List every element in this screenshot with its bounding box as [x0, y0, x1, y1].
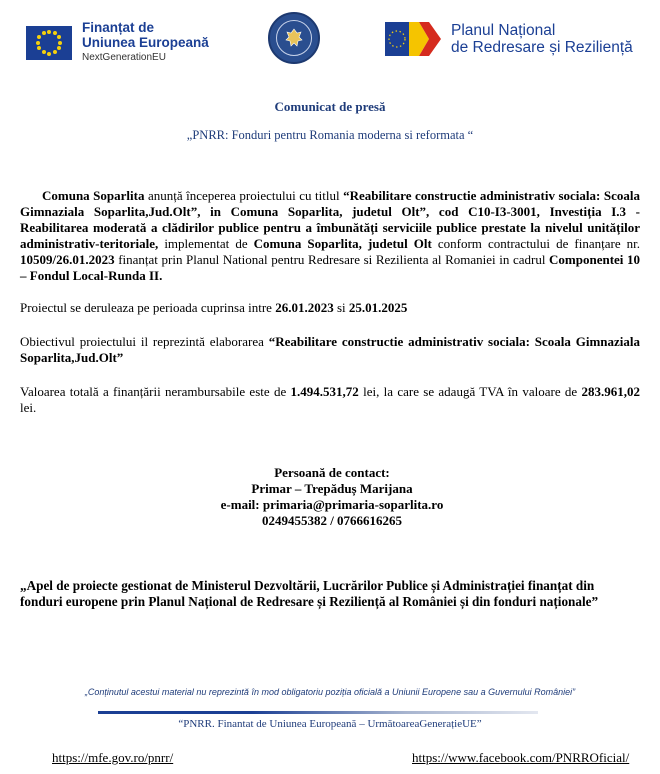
call-for-projects-statement: „Apel de proiecte gestionat de Ministerul Dezvoltării, Lucrărilor Publice și Administrației finanțat din fonduri europene prin Planul Național de Redresare și Reziliență al României și din fonduri naționale” — [20, 578, 599, 609]
eu-star-icon — [57, 35, 61, 39]
contact-name: Primar – Trepăduș Marijana — [251, 481, 413, 496]
eu-logo-line1: Finanțat de — [82, 20, 155, 35]
eu-star-icon — [58, 41, 62, 45]
eu-flag-icon — [26, 26, 72, 60]
announcement-run: finanțat prin Planul National pentru Redresare si Rezilienta al Romaniei in cadrul — [114, 252, 550, 267]
pnrr-logo-line1: Planul Național — [451, 22, 556, 39]
announcement-run: “Reabilitare constructie administrativ sociala: Scoala Gimnaziala Soparlita,Jud.Olt”, in Comuna Soparlita, judetul Olt”, cod C10-I3-3001, Investiția I.3 - Reabilitarea moderată a clădirilor publice pentru a îmbunătăți serviciile publice prestate la nivelul unităților administrativ-teritoriale, — [20, 188, 640, 251]
value-suffix: lei. — [20, 400, 37, 415]
pnrr-logo-line2: de Redresare și Reziliență — [451, 39, 633, 56]
mfe-link[interactable]: https://mfe.gov.ro/pnrr/ — [52, 750, 174, 765]
announcement-run: 10509/26.01.2023 — [20, 252, 115, 267]
vat-value: 283.961,02 — [581, 384, 640, 399]
disclaimer: „Conținutul acestui material nu reprezintă în mod obligatoriu poziția oficială a Uniunii Europene sau a Guvernului României” — [84, 687, 576, 697]
period-start: 26.01.2023 — [275, 300, 334, 315]
announcement-run: Componentei 10 – Fondul Local-Runda II. — [20, 252, 641, 283]
period-prefix: Proiectul se deruleaza pe perioada cuprinsa intre — [20, 300, 276, 315]
project-announcement-paragraph — [20, 188, 640, 284]
contact-email: e-mail: primaria@primaria-soparlita.ro — [220, 497, 444, 512]
header-logos — [0, 12, 660, 72]
announcement-run: Comuna Soparlita, judetul Olt — [253, 236, 432, 251]
pnrr-mark-icon — [385, 22, 443, 56]
eu-logo-line2: Uniunea Europeană — [82, 35, 209, 50]
objective-text: “Reabilitare constructie administrativ sociala: Scoala Gimnaziala Soparlita,Jud.Olt” — [20, 334, 641, 365]
eu-star-icon — [53, 31, 57, 35]
eu-star-icon — [37, 46, 41, 50]
value-mid: lei, la care se adaugă TVA în valoare de — [358, 384, 582, 399]
eu-star-icon — [47, 30, 51, 34]
contact-heading: Persoană de contact: — [274, 465, 390, 480]
announcement-run: anunță începerea proiectului cu titlul — [144, 188, 344, 203]
objective-prefix: Obiectivul proiectului il reprezintă elaborarea — [20, 334, 269, 349]
period-end: 25.01.2025 — [348, 300, 408, 315]
eu-logo-text — [82, 20, 209, 65]
eu-star-icon — [57, 46, 61, 50]
eu-star-icon — [53, 50, 57, 54]
eu-star-icon — [42, 50, 46, 54]
press-release-subtitle: „PNRR: Fonduri pentru Romania moderna si reformata “ — [186, 128, 474, 142]
government-seal-icon — [268, 12, 320, 64]
eu-funding-logo — [26, 20, 209, 65]
announcement-run: Comuna Soparlita — [42, 188, 145, 203]
contact-block — [0, 465, 660, 529]
footer-divider — [98, 711, 538, 714]
eu-logo-line3: NextGenerationEU — [82, 52, 166, 63]
funding-value: 1.494.531,72 — [290, 384, 359, 399]
eu-star-icon — [42, 31, 46, 35]
project-objective-paragraph — [20, 334, 640, 366]
announcement-run: implementat de — [158, 236, 254, 251]
contact-phone: 0249455382 / 0766616265 — [261, 513, 403, 528]
eu-star-icon — [37, 35, 41, 39]
eu-star-icon — [47, 52, 51, 56]
pnrr-logo — [385, 22, 633, 56]
facebook-link[interactable]: https://www.facebook.com/PNRROficial/ — [412, 750, 630, 765]
period-mid: si — [333, 300, 349, 315]
press-release-title: Comunicat de presă — [274, 99, 386, 114]
project-period-paragraph — [20, 300, 640, 316]
eu-star-icon — [36, 41, 40, 45]
funding-value-paragraph — [20, 384, 640, 416]
value-prefix: Valoarea totală a finanțării nerambursabile este de — [20, 384, 291, 399]
announcement-run: conform contractului de finanțare nr. — [431, 236, 640, 251]
footer-funding-line: “PNRR. Finantat de Uniunea Europeană – UrmătoareaGenerațieUE” — [178, 718, 482, 730]
